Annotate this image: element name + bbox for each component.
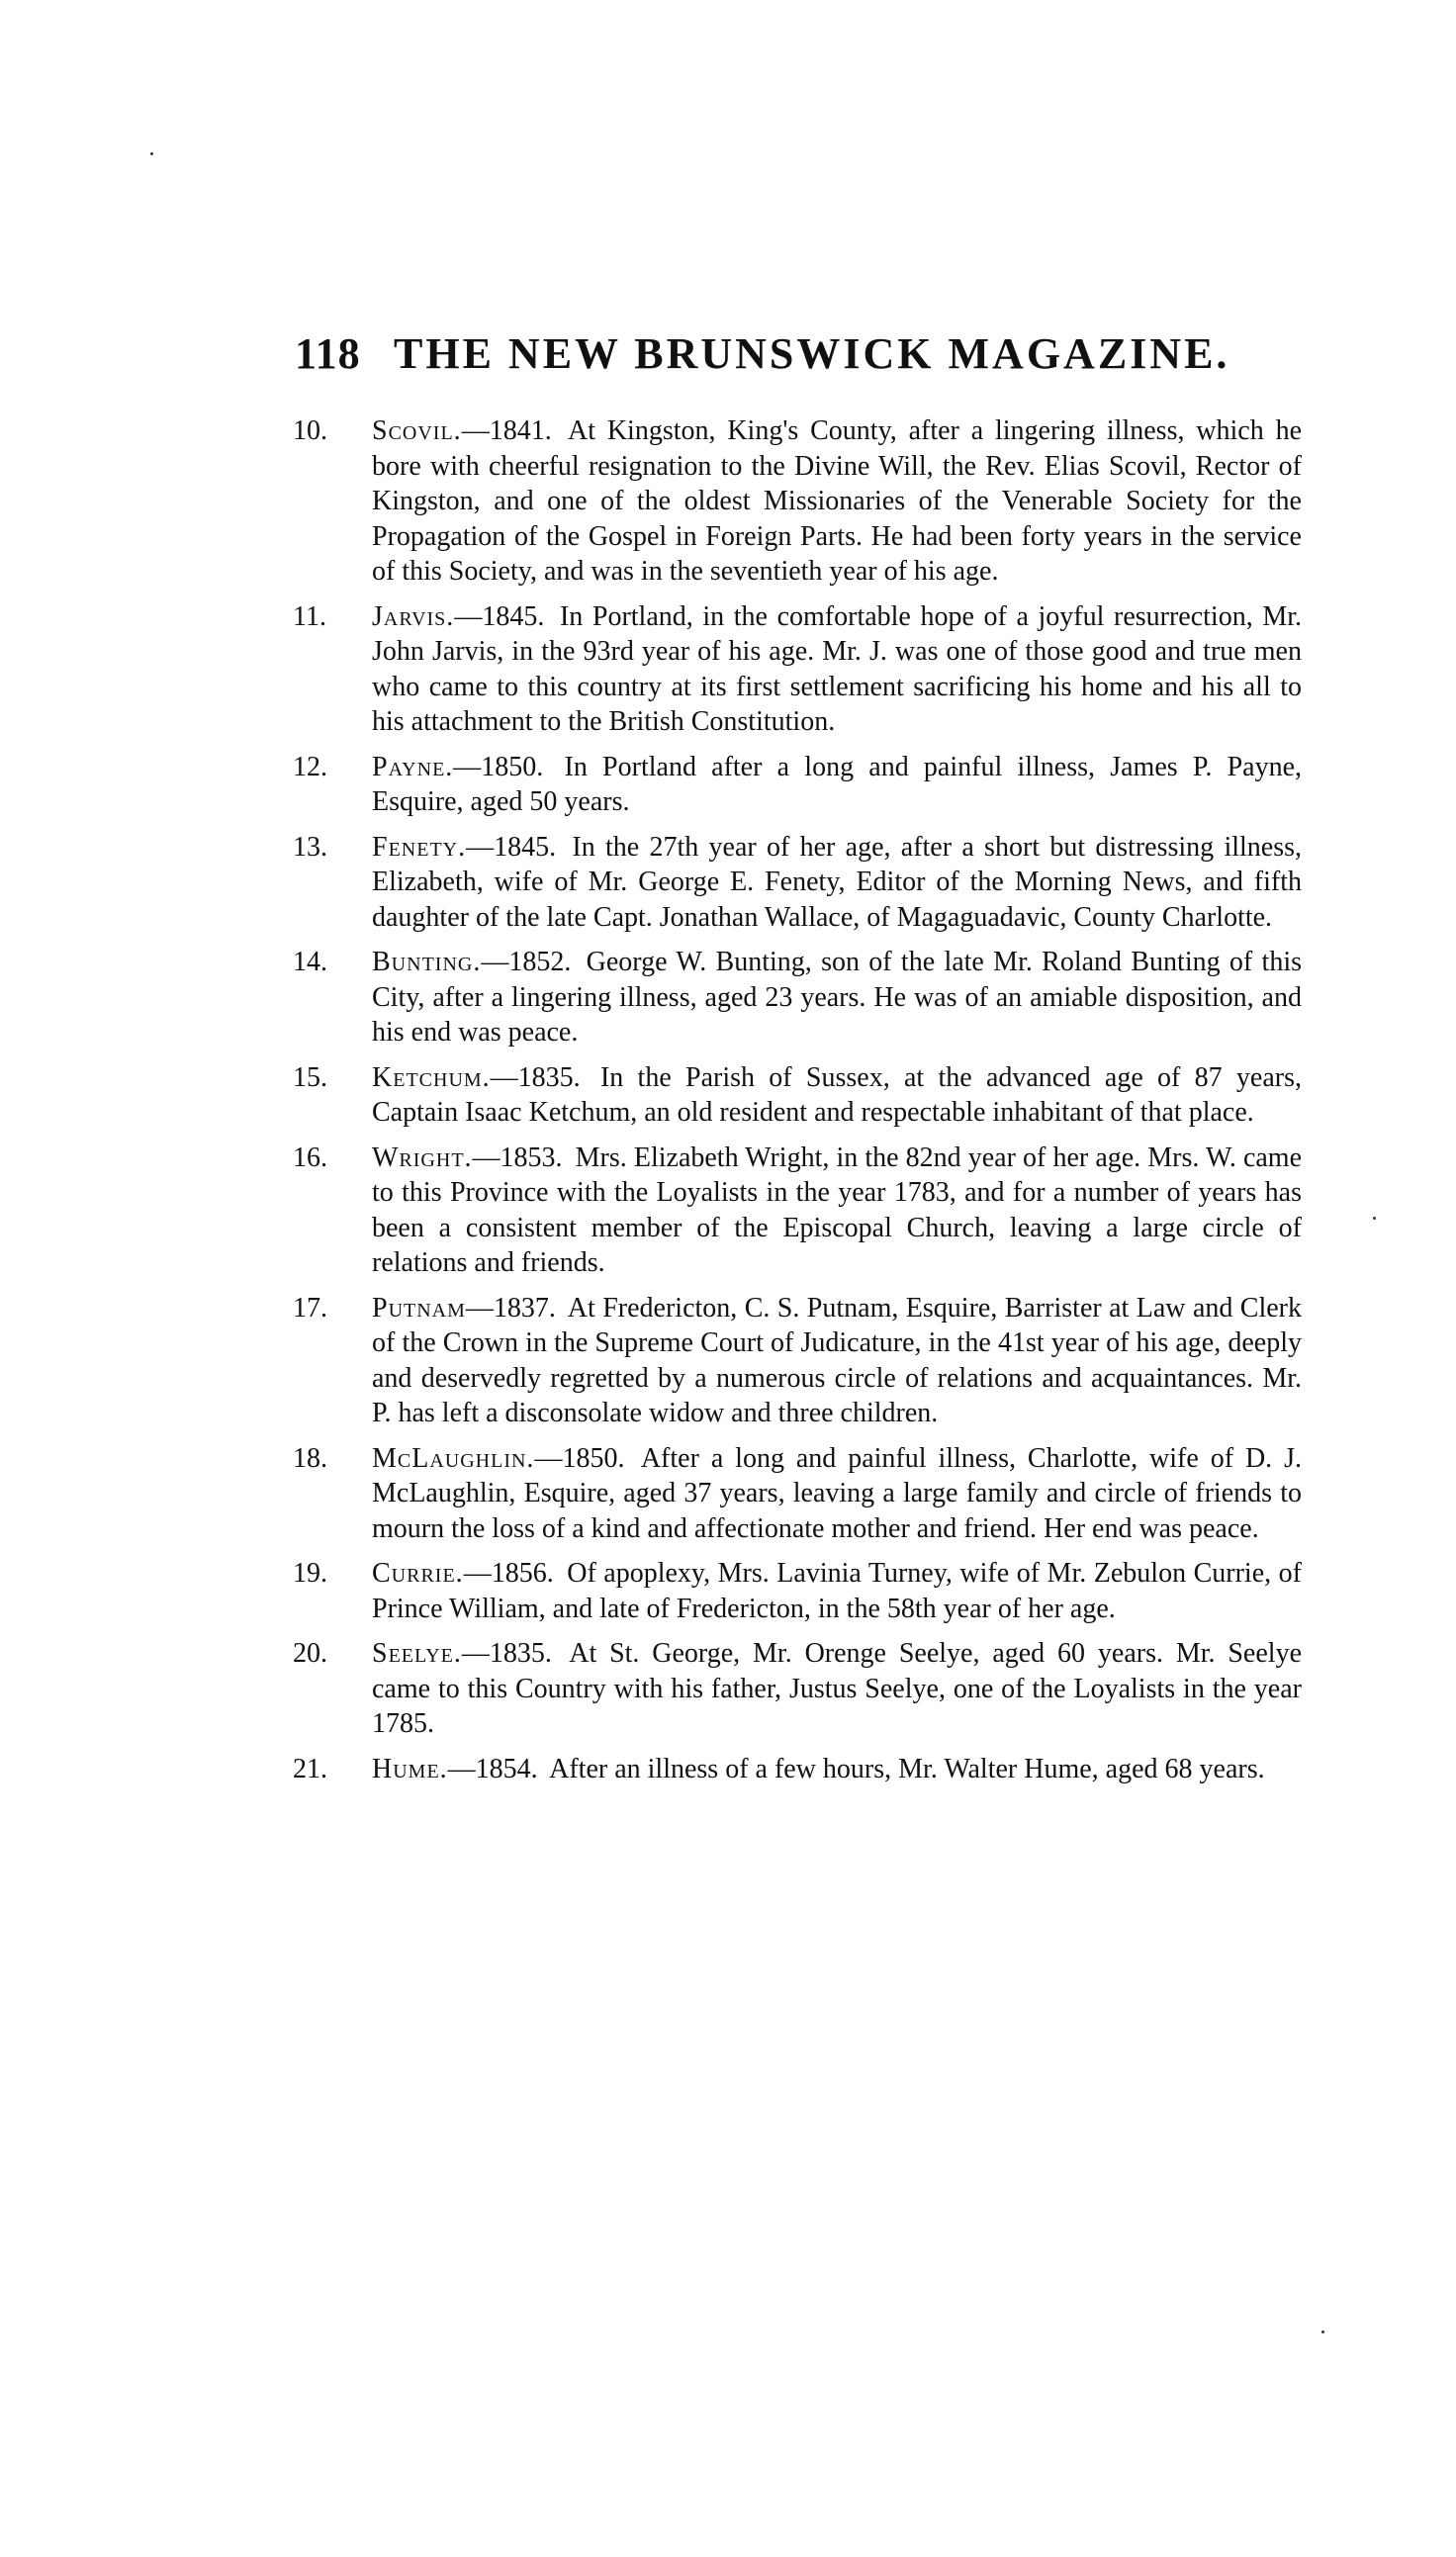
entry-name: McLaughlin.: [372, 1442, 535, 1474]
obituary-entry: [293, 945, 1302, 1050]
entry-body: [372, 1441, 1302, 1547]
entry-body: [372, 1752, 1302, 1787]
entry-year: —1850.: [534, 1442, 625, 1474]
obituary-entry: [293, 1556, 1302, 1626]
obituary-entry: [293, 1141, 1302, 1281]
scan-speck: [150, 152, 153, 155]
obituary-entry: [293, 1752, 1302, 1787]
entry-name: Seelye.: [372, 1638, 462, 1669]
entry-year: —1845.: [454, 600, 545, 632]
entry-year: —1852.: [481, 947, 572, 977]
entry-number: 18.: [293, 1442, 327, 1474]
entry-number: 20.: [293, 1638, 327, 1669]
entry-text: Of apoplexy, Mrs. Lavinia Turney, wife of Mr. Zebulon Currie, of Prince William, and late of Fredericton, in the 58th year of her age.: [372, 1558, 1302, 1624]
entry-name: Ketchum.: [372, 1061, 491, 1093]
entry-name: Hume.: [372, 1753, 448, 1784]
entry-year: —1845.: [466, 831, 557, 863]
scan-speck: [1373, 1217, 1376, 1220]
entry-body: [372, 599, 1302, 740]
entry-number: 19.: [293, 1558, 327, 1589]
obituary-entry: [293, 1636, 1302, 1742]
entry-text: After a long and painful illness, Charlotte, wife of D. J. McLaughlin, Esquire, aged 37 years, leaving a large family and circle of friends to mourn the loss of a kind and affectionate mother and friend. Her end was peace.: [372, 1442, 1302, 1544]
obituary-entry: [293, 1060, 1302, 1131]
entry-number: 13.: [293, 831, 327, 863]
entry-text: George W. Bunting, son of the late Mr. Roland Bunting of this City, after a lingering illness, aged 23 years. He was of an amiable disposition, and his end was peace.: [372, 947, 1303, 1048]
entry-year: —1835.: [461, 1638, 552, 1669]
entry-body: [372, 1060, 1302, 1131]
entry-number: 12.: [293, 751, 327, 782]
entry-year: —1835.: [490, 1061, 581, 1093]
entry-name: Fenety.: [372, 831, 467, 863]
entry-name: Wright.: [372, 1142, 473, 1173]
entry-year: —1853.: [472, 1142, 563, 1173]
entry-text: At St. George, Mr. Orenge Seelye, aged 60 years. Mr. Seelye came to this Country with his father, Justus Seelye, one of the Loyalists in the year 1785.: [372, 1638, 1302, 1739]
entry-body: [372, 1556, 1302, 1626]
entry-name: Scovil.: [372, 415, 462, 446]
obituary-entry: [293, 750, 1302, 820]
entry-number: 14.: [293, 947, 327, 977]
entry-body: [372, 830, 1302, 936]
entry-body: [372, 750, 1302, 820]
entry-year: —1856.: [463, 1558, 554, 1589]
obituary-entry: [293, 830, 1302, 936]
entry-number: 17.: [293, 1292, 327, 1324]
obituary-entry: [293, 1441, 1302, 1547]
entry-text: Mrs. Elizabeth Wright, in the 82nd year of her age. Mrs. W. came to this Province with the Loyalists in the year 1783, and for a number of years has been a consistent member of the Episcopal Church, leaving a large circle of relations and friends.: [372, 1142, 1303, 1278]
obituary-list: [293, 413, 1302, 1796]
entry-text: In the Parish of Sussex, at the advanced age of 87 years, Captain Isaac Ketchum, an old resident and respectable inhabitant of that place.: [372, 1061, 1303, 1128]
entry-text: In Portland, in the comfortable hope of a joyful resurrection, Mr. John Jarvis, in the 93rd year of his age. Mr. J. was one of those good and true men who came to this country at its first settlement sacrificing his home and his all to his attachment to the British Constitution.: [372, 600, 1303, 737]
entry-number: 16.: [293, 1142, 327, 1173]
entry-name: Jarvis.: [372, 600, 455, 632]
entry-text: At Fredericton, C. S. Putnam, Esquire, Barrister at Law and Clerk of the Crown in the Supreme Court of Judicature, in the 41st year of his age, deeply and deservedly regretted by a numerous circle of relations and acquaintances. Mr. P. has left a disconsolate widow and three children.: [372, 1292, 1302, 1428]
scan-speck: [1321, 2330, 1324, 2333]
obituary-entry: [293, 599, 1302, 740]
entry-body: [372, 1141, 1302, 1281]
entry-name: Putnam: [372, 1292, 466, 1324]
entry-text: In the 27th year of her age, after a short but distressing illness, Elizabeth, wife of Mr. George E. Fenety, Editor of the Morning News, and fifth daughter of the late Capt. Jonathan Wallace, of Magaguadavic, County Charlotte.: [372, 831, 1303, 933]
obituary-entry: [293, 1291, 1302, 1431]
entry-body: [372, 945, 1302, 1050]
entry-text: At Kingston, King's County, after a lingering illness, which he bore with cheerful resignation to the Divine Will, the Rev. Elias Scovil, Rector of Kingston, and one of the oldest Missionaries of the Venerable Society for the Propagation of the Gospel in Foreign Parts. He had been forty years in the service of this Society, and was in the seventieth year of his age.: [372, 415, 1302, 587]
entry-name: Payne.: [372, 751, 454, 782]
entry-year: —1854.: [447, 1753, 538, 1784]
entry-year: —1841.: [461, 415, 552, 446]
entry-name: Bunting.: [372, 947, 482, 977]
page-number: 118: [295, 329, 361, 378]
entry-body: [372, 1636, 1302, 1742]
entry-name: Currie.: [372, 1558, 464, 1589]
entry-number: 11.: [293, 600, 326, 632]
entry-number: 21.: [293, 1753, 327, 1784]
entry-year: —1837.: [465, 1292, 556, 1324]
entry-body: [372, 1291, 1302, 1431]
magazine-title: THE NEW BRUNSWICK MAGAZINE.: [394, 329, 1230, 378]
entry-body: [372, 413, 1302, 590]
entry-number: 10.: [293, 415, 327, 446]
entry-year: —1850.: [453, 751, 544, 782]
obituary-entry: [293, 413, 1302, 590]
entry-text: In Portland after a long and painful illness, James P. Payne, Esquire, aged 50 years.: [372, 751, 1302, 817]
entry-number: 15.: [293, 1061, 327, 1093]
page-header: [295, 328, 1294, 388]
entry-text: After an illness of a few hours, Mr. Walter Hume, aged 68 years.: [549, 1753, 1265, 1784]
